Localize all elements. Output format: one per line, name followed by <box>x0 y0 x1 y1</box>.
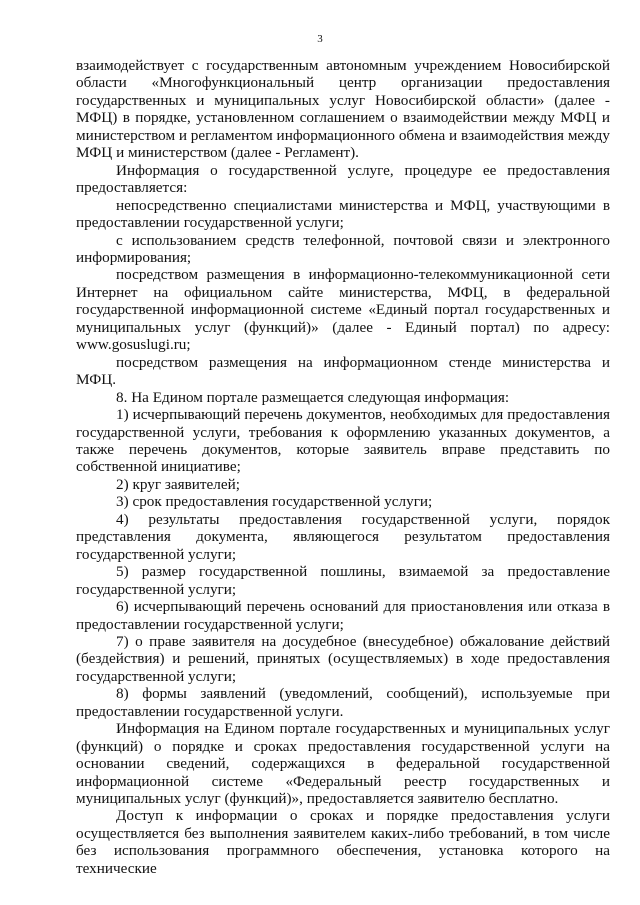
list-item-8: 8) формы заявлений (уведомлений, сообщений), используемые при предоставлении государственной услуги. <box>76 685 610 720</box>
paragraph-mfc-interaction: взаимодействует с государственным автономным учреждением Новосибирской области «Многофункциональный центр организации предоставления государственных и муниципальных услуг Новосибирской области» (далее - МФЦ) в порядке, установленном соглашением о взаимодействии между МФЦ и министерством и регламентом информационного обмена и взаимодействия между МФЦ и министерством (далее - Регламент). <box>76 57 610 162</box>
list-item-6: 6) исчерпывающий перечень оснований для приостановления или отказа в предоставлении государственной услуги; <box>76 598 610 633</box>
paragraph-access-info: Доступ к информации о сроках и порядке предоставления услуги осуществляется без выполнения заявителем каких-либо требований, в том числе без использования программного обеспечения, установка которого на технические <box>76 807 610 877</box>
list-item-7: 7) о праве заявителя на досудебное (внесудебное) обжалование действий (бездействия) и решений, принятых (осуществляемых) в ходе предоставления государственной услуги; <box>76 632 610 685</box>
list-item-4: 4) результаты предоставления государственной услуги, порядок представления документа, являющегося результатом предоставления государственной услуги; <box>76 510 610 563</box>
list-item-1: 1) исчерпывающий перечень документов, необходимых для предоставления государственной услуги, требования к оформлению указанных документов, а также перечень документов, которые заявитель вправе представить по собственной инициативе; <box>76 406 610 476</box>
paragraph-portal-info-free: Информация на Едином портале государственных и муниципальных услуг (функций) о порядке и сроках предоставления государственной услуги на основании сведений, содержащихся в федеральной государственной информационной системе «Федеральный реестр государственных и муниципальных услуг (функций)», предоставляется заявителю бесплатно. <box>76 720 610 808</box>
paragraph-telephone-postal: с использованием средств телефонной, почтовой связи и электронного информирования; <box>76 231 610 266</box>
page-number: 3 <box>317 33 323 45</box>
paragraph-directly-specialists: непосредственно специалистами министерства и МФЦ, участвующими в предоставлении государственной услуги; <box>76 196 610 232</box>
paragraph-internet-portal: посредством размещения в информационно-телекоммуникационной сети Интернет на официальном сайте министерства, МФЦ, в федеральной государственной информационной системе «Единый портал государственных и муниципальных услуг (функций)» (далее - Единый портал) по адресу: www.gosuslugi.ru; <box>76 266 610 354</box>
list-item-3: 3) срок предоставления государственной услуги; <box>116 493 433 511</box>
paragraph-item-8-heading: 8. На Едином портале размещается следующая информация: <box>116 388 510 406</box>
list-item-2: 2) круг заявителей; <box>116 475 240 493</box>
paragraph-info-provided: Информация о государственной услуге, процедуре ее предоставления предоставляется: <box>76 161 610 197</box>
document-body <box>76 57 610 877</box>
list-item-5: 5) размер государственной пошлины, взимаемой за предоставление государственной услуги; <box>76 563 610 598</box>
paragraph-info-stand: посредством размещения на информационном стенде министерства и МФЦ. <box>76 353 610 389</box>
